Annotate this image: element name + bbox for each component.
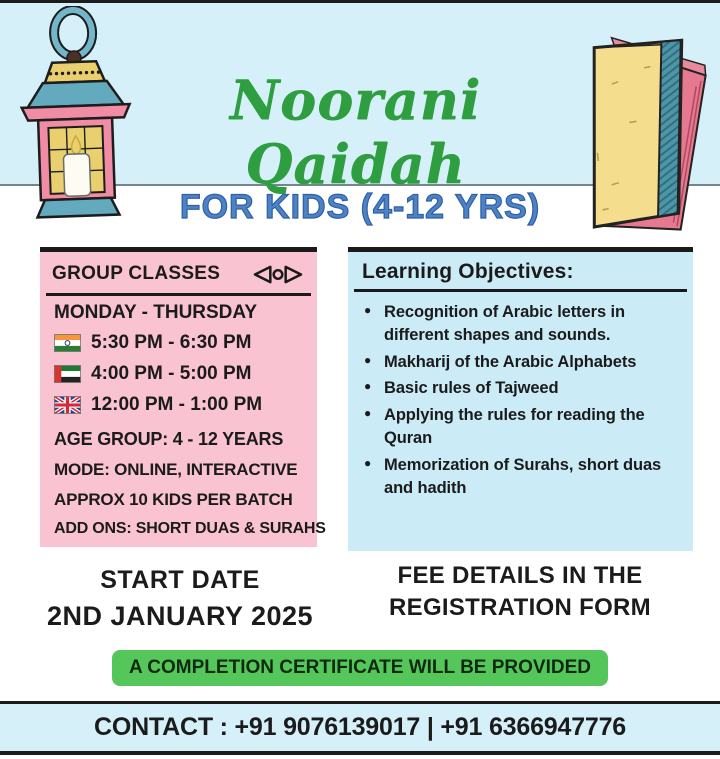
objective-item: ● Makharij of the Arabic Alphabets [362,351,683,374]
start-date-label: START DATE [100,566,260,594]
learning-objectives-title: Learning Objectives: [362,260,574,283]
start-date-block [40,564,320,634]
contact-bar [0,701,720,751]
objectives-list [362,301,683,500]
subtitle-for-kids: FOR KIDS (4-12 YRS) [179,188,541,226]
add-ons-line: ADD ONS: SHORT DUAS & SURAHS [54,520,326,537]
objective-item: ● Applying the rules for reading the Quran [362,404,683,451]
page-title: Noorani Qaidah [229,68,482,196]
objective-item: ● Basic rules of Tajweed [362,377,683,400]
slider-arrows-icon [249,263,307,286]
class-time: 5:30 PM - 6:30 PM [91,331,252,353]
class-time: 12:00 PM - 1:00 PM [91,393,263,415]
fee-details-line1: FEE DETAILS IN THE [397,562,643,589]
divider [46,293,311,296]
fee-details-line2: REGISTRATION FORM [389,594,651,622]
age-group-line: AGE GROUP: 4 - 12 YEARS [54,429,284,449]
bottom-border [0,751,720,755]
uae-flag-icon [54,365,81,383]
mode-line: MODE: ONLINE, INTERACTIVE [54,460,298,479]
india-flag-icon [54,334,81,352]
schedule-row-uae [54,361,307,386]
group-classes-title: GROUP CLASSES [52,263,221,284]
objective-item: ● Memorization of Surahs, short duas and hadith [362,454,683,501]
class-days: MONDAY - THURSDAY [54,302,258,323]
class-time: 4:00 PM - 5:00 PM [91,362,252,384]
objective-item: ● Recognition of Arabic letters in different shapes and sounds. [362,301,683,348]
schedule-row-india [54,330,307,355]
fee-details-block [360,560,680,625]
group-classes-box [40,247,326,547]
batch-size-line: APPROX 10 KIDS PER BATCH [54,490,293,509]
contact-numbers: CONTACT : +91 9076139017 | +91 6366947776 [93,713,627,741]
learning-objectives-box [348,247,693,551]
schedule-row-uk [54,392,307,417]
divider [354,289,687,292]
certificate-banner: A COMPLETION CERTIFICATE WILL BE PROVIDED [112,650,608,686]
uk-flag-icon [54,396,81,414]
start-date-value: 2ND JANUARY 2025 [46,600,314,631]
